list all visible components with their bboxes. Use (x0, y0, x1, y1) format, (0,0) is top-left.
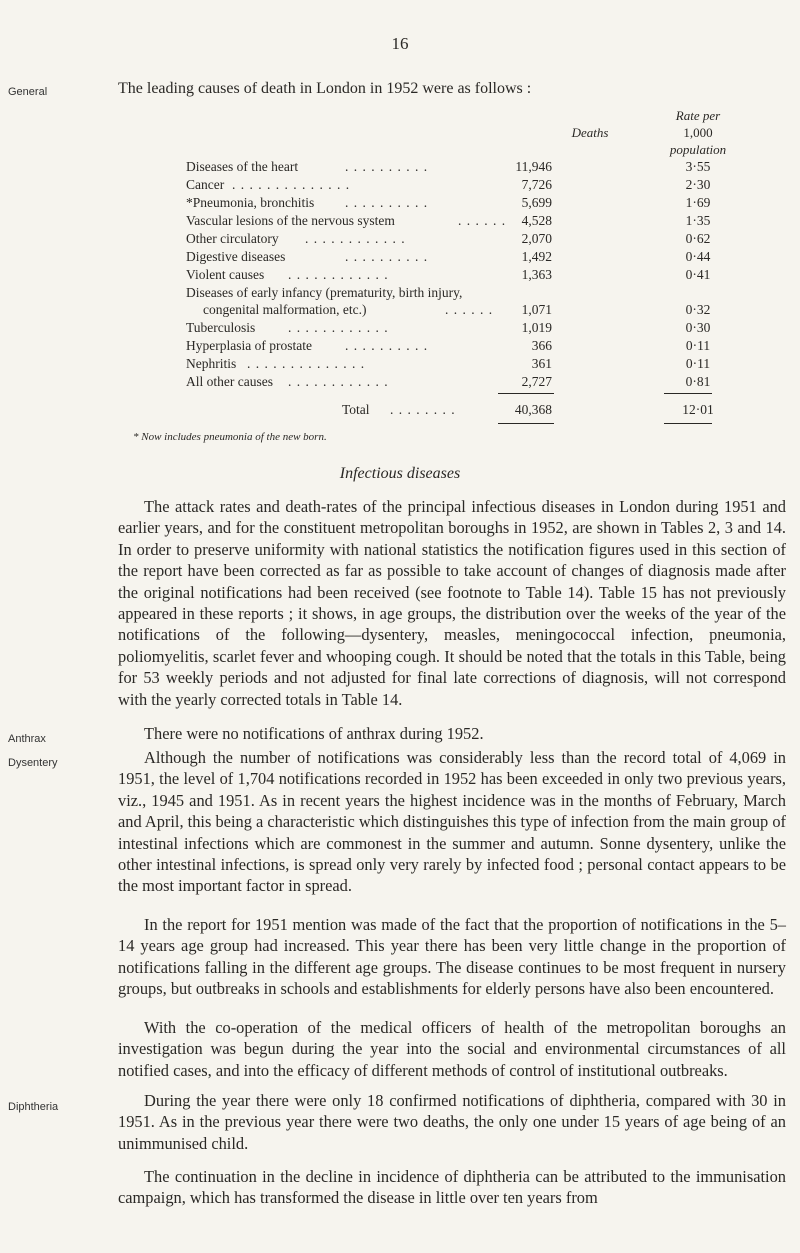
row-label: Hyperplasia of prostate (186, 338, 312, 353)
table-row (0, 338, 800, 356)
paragraph-immunisation (118, 1166, 786, 1209)
table-row (0, 374, 800, 392)
table-row (0, 159, 800, 177)
row-label: Violent causes (186, 267, 265, 282)
table-row (0, 356, 800, 374)
row-leader: . . . . . . . . . . . . . . (232, 177, 351, 192)
table-row (0, 195, 800, 213)
total-deaths: 40,368 (514, 402, 552, 417)
row-deaths: 7,726 (521, 177, 552, 192)
total-rate: 12·01 (682, 402, 714, 417)
row-label: All other causes (186, 374, 273, 389)
row-leader: . . . . . . . . . . (345, 159, 429, 174)
margin-label-general: General (8, 86, 48, 98)
row-rate: 0·30 (685, 320, 711, 335)
row-deaths: 2,727 (521, 374, 552, 389)
row-leader: . . . . . . . . . . . . . . (247, 356, 366, 371)
table-row (0, 213, 800, 231)
row-rate: 1·35 (685, 213, 711, 228)
paragraph-anthrax (118, 723, 786, 744)
row-deaths: 1,492 (521, 249, 552, 264)
row-deaths: 2,070 (521, 231, 552, 246)
row-rate: 1·69 (685, 195, 711, 210)
row-rate: 0·32 (685, 302, 711, 317)
table-row (0, 249, 800, 267)
row-leader: . . . . . . . . . . . . (288, 267, 389, 282)
row-label: Diseases of the heart (186, 159, 299, 174)
row-rate: 0·44 (685, 249, 711, 264)
total-rule-rate (664, 423, 712, 424)
row-deaths: 11,946 (515, 159, 552, 174)
table-row (0, 320, 800, 338)
row-label: Vascular lesions of the nervous system (186, 213, 395, 228)
total-leader: . . . . . . . . (390, 402, 456, 417)
intro-sentence: The leading causes of death in London in 1952 were as follows : (118, 80, 532, 97)
row-label: congenital malformation, etc.) (203, 302, 367, 317)
row-rate: 0·41 (685, 267, 711, 282)
paragraph-text: In the report for 1951 mention was made of the fact that the proportion of notifications in the 5–14 years age group had increased. This year there has been very little change in the proportion of notifications falling in the different age groups. The disease continues to be most frequent in nursery groups, but outbreaks in schools and establishments for elderly persons have also been encountered. (118, 915, 786, 999)
row-label: Nephritis (186, 356, 237, 371)
row-label: *Pneumonia, bronchitis (186, 195, 315, 210)
row-label: Diseases of early infancy (prematurity, birth injury, (186, 285, 463, 300)
row-rate: 3·55 (685, 159, 711, 174)
total-rule-deaths (498, 423, 554, 424)
paragraph-age-groups (118, 914, 786, 1000)
table-row (0, 267, 800, 285)
paragraph-text: With the co-operation of the medical officers of health of the metropolitan boroughs an investigation was begun during the year into the social and environmental circumstances of all notified cases, and into the efficacy of different methods of control of institutional outbreaks. (118, 1018, 786, 1080)
margin-label-anthrax: Anthrax (8, 733, 46, 745)
row-leader: . . . . . . . . . . (345, 338, 429, 353)
row-rate: 0·11 (685, 356, 711, 371)
row-deaths: 5,699 (521, 195, 552, 210)
row-label: Digestive diseases (186, 249, 286, 264)
row-deaths: 1,071 (521, 302, 552, 317)
row-rate: 0·11 (685, 338, 711, 353)
row-leader: . . . . . . . . . . . . (288, 320, 389, 335)
row-label: Other circulatory (186, 231, 279, 246)
margin-label-diphtheria: Diphtheria (8, 1101, 59, 1113)
row-rate: 0·81 (685, 374, 711, 389)
row-label: Cancer (186, 177, 225, 192)
paragraph-investigation (118, 1017, 786, 1081)
row-leader: . . . . . . . . . . (345, 195, 429, 210)
paragraph-text: Although the number of notifications was considerably less than the record total of 4,069 in 1951, the level of 1,704 notifications recorded in 1952 has been exceeded in only two previous years, viz., 1945 and 1951. As in recent years the highest incidence was in the months of February, March and April, this being a characteristic which distinguishes this type of infection from the main group of intestinal infections which are commonest in the summer and autumn. Sonne dysentery, unlike the other intestinal infections, is spread only very rarely by infected food ; personal contact appears to be the most important factor in spread. (118, 748, 786, 896)
row-label: Tuberculosis (186, 320, 256, 335)
table-row (0, 302, 800, 320)
row-leader: . . . . . . . . . . (345, 249, 429, 264)
paragraph-dysentery (118, 747, 786, 897)
rate-header-line2: 1,000 (683, 125, 713, 140)
row-leader: . . . . . . . . . . . . (288, 374, 389, 389)
page-number: 16 (391, 34, 409, 53)
paragraph-text: The attack rates and death-rates of the principal infectious diseases in London during 1951 and earlier years, and for the constituent metropolitan boroughs in 1952, are shown in Tables 2, 3 and 14. In order to preserve uniformity with national statistics the notification figures used in this section of the report have been corrected as far as possible to take account of changes of diagnosis made after the original notifications had been received (see footnote to Table 14). Table 15 has not previously appeared in these reports ; it shows, in age groups, the distribution over the weeks of the year of the notifications of the following—dysentery, measles, meningococcal infection, pneumonia, poliomyelitis, scarlet fever and whooping cough. It should be noted that the totals in this Table, being for 53 weekly periods and not adjusted for final late corrections of diagnosis, will not correspond with the yearly corrected totals in Table 14. (118, 497, 786, 709)
deaths-header: Deaths (571, 125, 609, 140)
row-leader: . . . . . . . . . . . . (305, 231, 406, 246)
subtotal-rule-deaths (498, 393, 554, 394)
table-footnote: * Now includes pneumonia of the new born. (133, 431, 327, 443)
paragraph-text: There were no notifications of anthrax during 1952. (144, 724, 484, 743)
subtotal-rule-rate (664, 393, 712, 394)
row-leader: . . . . . . (445, 302, 494, 317)
margin-label-dysentery: Dysentery (8, 757, 58, 769)
total-row (0, 402, 800, 420)
row-leader: . . . . . . (458, 213, 507, 228)
paragraph-intro (118, 496, 786, 710)
row-deaths: 1,019 (521, 320, 552, 335)
row-rate: 0·62 (685, 231, 711, 246)
row-rate: 2·30 (685, 177, 711, 192)
row-deaths: 4,528 (521, 213, 552, 228)
total-label: Total (342, 402, 370, 417)
paragraph-diphtheria (118, 1090, 786, 1154)
row-deaths: 1,363 (521, 267, 552, 282)
rate-header-line3: population (669, 142, 727, 157)
table-row (0, 177, 800, 195)
row-deaths: 361 (531, 356, 552, 371)
paragraph-text: During the year there were only 18 confirmed notifications of diphtheria, compared with 30 in 1951. As in the previous year there were two deaths, the only one under 15 years of age being of an unimmunised child. (118, 1091, 786, 1153)
row-deaths: 366 (531, 338, 552, 353)
paragraph-text: The continuation in the decline in incidence of diphtheria can be attributed to the immunisation campaign, which has transformed the disease in little over ten years from (118, 1167, 786, 1208)
rate-header-line1: Rate per (675, 108, 721, 123)
section-title-infectious-diseases: Infectious diseases (339, 465, 461, 482)
table-row (0, 285, 800, 303)
table-row (0, 231, 800, 249)
